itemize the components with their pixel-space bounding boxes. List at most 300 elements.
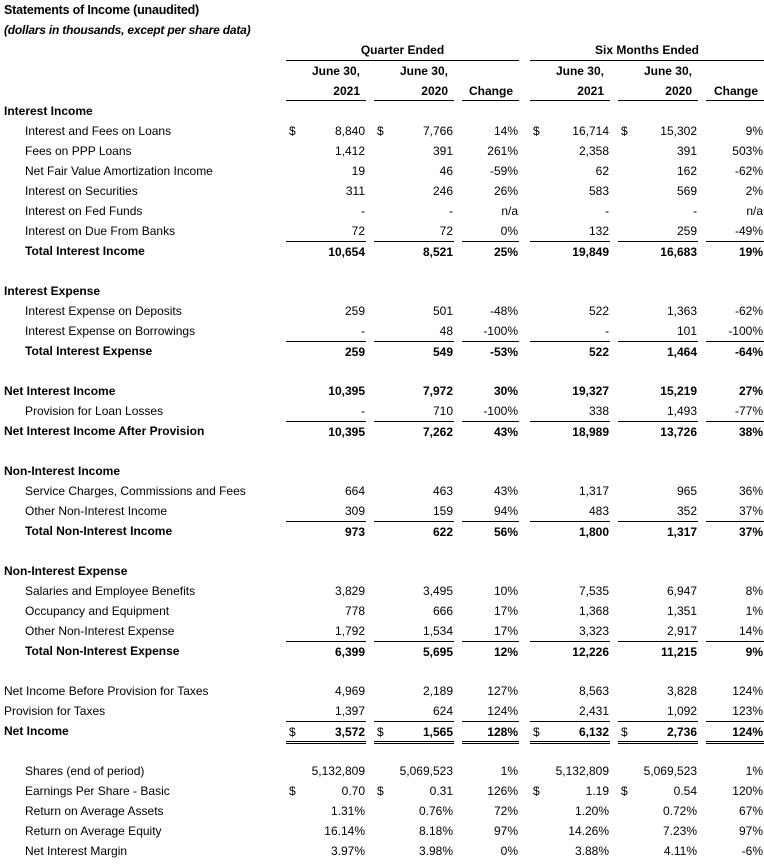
cell-value: 1,534	[422, 624, 453, 638]
table-cell	[706, 481, 764, 500]
table-cell	[286, 821, 366, 840]
table-cell	[286, 141, 366, 160]
table-cell	[706, 221, 764, 240]
table-row	[0, 761, 764, 781]
column-header-bottom-4: 2020	[618, 84, 698, 101]
table-cell	[706, 341, 764, 361]
table-cell	[706, 381, 764, 400]
cell-value: 15,302	[660, 124, 697, 138]
row-label: Total Interest Expense	[25, 344, 153, 358]
table-cell	[530, 201, 610, 220]
spacer-row	[0, 261, 764, 281]
table-cell	[618, 301, 698, 320]
table-cell	[530, 641, 610, 661]
table-cell	[462, 841, 519, 860]
cell-value: 5,132,809	[311, 764, 365, 778]
table-row	[0, 581, 764, 601]
table-cell	[530, 321, 610, 340]
cell-value: 38%	[738, 425, 763, 439]
currency-symbol: $	[289, 725, 296, 739]
table-cell	[462, 421, 519, 441]
table-cell	[530, 581, 610, 600]
table-cell	[530, 381, 610, 400]
row-label: Non-Interest Expense	[4, 564, 128, 578]
cell-value: 72	[351, 224, 365, 238]
cell-value: -53%	[489, 345, 518, 359]
table-cell	[374, 241, 454, 261]
cell-value: 1%	[745, 764, 763, 778]
currency-symbol: $	[533, 784, 540, 798]
cell-value: 1,464	[666, 345, 697, 359]
table-cell	[374, 521, 454, 541]
cell-value: 12,226	[572, 645, 609, 659]
spacer-row	[0, 541, 764, 561]
table-cell	[706, 181, 764, 200]
table-cell	[462, 161, 519, 180]
table-cell	[462, 801, 519, 820]
table-cell	[462, 501, 519, 520]
table-cell	[618, 321, 698, 340]
table-row	[0, 141, 764, 161]
cell-value: 1,351	[666, 604, 697, 618]
row-label: Earnings Per Share - Basic	[25, 784, 170, 798]
table-cell	[462, 621, 519, 640]
cell-value: 965	[676, 484, 697, 498]
cell-value: 14%	[738, 624, 763, 638]
cell-value: 16,683	[660, 245, 697, 259]
row-label: Total Non-Interest Expense	[25, 644, 180, 658]
table-cell	[530, 221, 610, 240]
table-row	[0, 121, 764, 141]
cell-value: 19	[351, 164, 365, 178]
table-cell	[462, 701, 519, 720]
table-cell	[530, 341, 610, 361]
table-cell	[462, 521, 519, 541]
cell-value: 8,840	[334, 124, 365, 138]
table-cell	[374, 701, 454, 720]
table-row	[0, 721, 764, 741]
cell-value: -64%	[734, 345, 763, 359]
cell-value: 666	[432, 604, 453, 618]
table-cell	[706, 681, 764, 700]
table-cell	[618, 181, 698, 200]
table-row	[0, 461, 764, 481]
table-row	[0, 181, 764, 201]
table-row	[0, 161, 764, 181]
table-cell	[530, 501, 610, 520]
cell-value: 16,714	[572, 124, 609, 138]
cell-value: -	[361, 404, 365, 418]
table-cell	[706, 141, 764, 160]
quarter-ended-header: Quarter Ended	[286, 43, 519, 61]
table-cell	[286, 781, 366, 800]
table-cell	[618, 341, 698, 361]
row-label: Non-Interest Income	[4, 464, 121, 478]
table-row	[0, 621, 764, 641]
cell-value: 6,132	[578, 725, 609, 739]
cell-value: 46	[439, 164, 453, 178]
cell-value: 624	[432, 704, 453, 718]
cell-value: 18,989	[572, 425, 609, 439]
cell-value: 4,969	[334, 684, 365, 698]
cell-value: 10,395	[328, 425, 365, 439]
table-cell	[462, 181, 519, 200]
table-cell	[462, 601, 519, 620]
row-label: Other Non-Interest Income	[25, 504, 168, 518]
cell-value: 503%	[732, 144, 763, 158]
cell-value: 973	[344, 525, 365, 539]
cell-value: 19%	[738, 245, 763, 259]
cell-value: -77%	[734, 404, 763, 418]
cell-value: 97%	[493, 824, 518, 838]
table-cell	[374, 381, 454, 400]
row-label: Net Interest Income After Provision	[4, 424, 205, 438]
table-cell	[618, 681, 698, 700]
cell-value: -59%	[489, 164, 518, 178]
statement-subtitle: (dollars in thousands, except per share data)	[4, 23, 251, 37]
cell-value: n/a	[501, 204, 518, 218]
cell-value: 3,323	[578, 624, 609, 638]
column-header-top-0: June 30,	[311, 64, 360, 78]
cell-value: 15,219	[660, 384, 697, 398]
cell-value: 5,069,523	[399, 764, 453, 778]
table-row	[0, 241, 764, 261]
table-cell	[706, 621, 764, 640]
table-cell	[706, 581, 764, 600]
cell-value: 43%	[493, 425, 518, 439]
cell-value: 259	[344, 345, 365, 359]
cell-value: 14.26%	[568, 824, 609, 838]
table-cell	[374, 201, 454, 220]
row-label: Other Non-Interest Expense	[25, 624, 175, 638]
table-cell	[374, 801, 454, 820]
table-cell	[374, 841, 454, 860]
cell-value: 30%	[493, 384, 518, 398]
table-row	[0, 801, 764, 821]
cell-value: 94%	[493, 504, 518, 518]
column-header-top-5	[706, 64, 764, 80]
cell-value: 5,069,523	[643, 764, 697, 778]
cell-value: 7,262	[422, 425, 453, 439]
table-cell	[374, 681, 454, 700]
row-label: Interest on Due From Banks	[25, 224, 176, 238]
spacer-row	[0, 661, 764, 681]
currency-symbol: $	[377, 124, 384, 138]
cell-value: 56%	[493, 525, 518, 539]
table-cell	[374, 321, 454, 340]
row-label: Provision for Taxes	[4, 704, 106, 718]
cell-value: -	[605, 324, 609, 338]
table-row	[0, 301, 764, 321]
table-cell	[618, 401, 698, 420]
cell-value: 1%	[745, 604, 763, 618]
cell-value: 26%	[493, 184, 518, 198]
row-label: Interest on Fed Funds	[25, 204, 143, 218]
statement-title: Statements of Income (unaudited)	[4, 3, 200, 17]
table-cell	[286, 501, 366, 520]
table-cell	[706, 321, 764, 340]
table-cell	[530, 481, 610, 500]
table-cell	[706, 781, 764, 800]
table-cell	[462, 581, 519, 600]
table-cell	[374, 601, 454, 620]
cell-value: 19,327	[572, 384, 609, 398]
cell-value: 3.88%	[574, 844, 609, 858]
table-cell	[618, 381, 698, 400]
cell-value: 37%	[738, 525, 763, 539]
cell-value: 246	[432, 184, 453, 198]
table-cell	[530, 761, 610, 780]
row-label: Shares (end of period)	[25, 764, 145, 778]
row-label: Interest Income	[4, 104, 93, 118]
row-label: Total Non-Interest Income	[25, 524, 173, 538]
table-cell	[286, 841, 366, 860]
currency-symbol: $	[377, 784, 384, 798]
cell-value: 0.70	[341, 784, 365, 798]
table-cell	[286, 701, 366, 720]
table-cell	[286, 341, 366, 361]
table-cell	[530, 801, 610, 820]
table-row	[0, 401, 764, 421]
row-label: Net Fair Value Amortization Income	[25, 164, 213, 178]
cell-value: 43%	[493, 484, 518, 498]
cell-value: 6,947	[666, 584, 697, 598]
cell-value: 501	[432, 304, 453, 318]
table-row	[0, 201, 764, 221]
row-label: Net Income Before Provision for Taxes	[4, 684, 209, 698]
table-cell	[374, 581, 454, 600]
table-cell	[286, 181, 366, 200]
cell-value: 1.31%	[330, 804, 365, 818]
currency-symbol: $	[533, 124, 540, 138]
table-cell	[618, 521, 698, 541]
table-row	[0, 521, 764, 541]
row-label: Interest Expense on Deposits	[25, 304, 182, 318]
table-cell	[530, 161, 610, 180]
cell-value: 12%	[493, 645, 518, 659]
cell-value: 8%	[745, 584, 763, 598]
cell-value: 569	[676, 184, 697, 198]
cell-value: 3,495	[422, 584, 453, 598]
table-cell	[706, 701, 764, 720]
cell-value: 1,363	[666, 304, 697, 318]
table-cell	[618, 221, 698, 240]
cell-value: 120%	[732, 784, 763, 798]
cell-value: 522	[588, 345, 609, 359]
table-cell	[286, 221, 366, 240]
table-row	[0, 701, 764, 721]
cell-value: 0.54	[673, 784, 697, 798]
cell-value: 261%	[487, 144, 518, 158]
spacer-row	[0, 441, 764, 461]
table-row	[0, 561, 764, 581]
column-header-bottom-3: 2021	[530, 84, 610, 101]
column-header-bottom-1: 2020	[374, 84, 454, 101]
cell-value: 6,399	[334, 645, 365, 659]
cell-value: 132	[588, 224, 609, 238]
table-cell	[462, 341, 519, 361]
table-cell	[286, 801, 366, 820]
table-cell	[618, 241, 698, 261]
cell-value: -49%	[734, 224, 763, 238]
table-cell	[618, 481, 698, 500]
table-cell	[618, 621, 698, 640]
table-cell	[462, 301, 519, 320]
cell-value: 1,317	[578, 484, 609, 498]
cell-value: -	[449, 204, 453, 218]
table-cell	[462, 401, 519, 420]
cell-value: -62%	[734, 164, 763, 178]
cell-value: 8,563	[578, 684, 609, 698]
row-label: Net Income	[4, 724, 69, 738]
table-cell	[706, 241, 764, 261]
table-cell	[286, 421, 366, 441]
table-cell	[286, 601, 366, 620]
table-cell	[374, 781, 454, 800]
cell-value: 10,395	[328, 384, 365, 398]
cell-value: 522	[588, 304, 609, 318]
spacer-row	[0, 361, 764, 381]
cell-value: 7.23%	[662, 824, 697, 838]
cell-value: -	[361, 324, 365, 338]
table-cell	[618, 121, 698, 140]
cell-value: 710	[432, 404, 453, 418]
table-cell	[462, 381, 519, 400]
cell-value: 13,726	[660, 425, 697, 439]
six-months-ended-header: Six Months Ended	[530, 43, 764, 61]
table-row	[0, 501, 764, 521]
cell-value: -100%	[728, 324, 763, 338]
cell-value: 36%	[738, 484, 763, 498]
cell-value: 124%	[732, 725, 763, 739]
table-cell	[286, 401, 366, 420]
table-cell	[530, 681, 610, 700]
cell-value: 3,829	[334, 584, 365, 598]
cell-value: -48%	[489, 304, 518, 318]
table-cell	[530, 841, 610, 860]
table-cell	[286, 761, 366, 780]
table-cell	[286, 581, 366, 600]
row-label: Service Charges, Commissions and Fees	[25, 484, 246, 498]
row-label: Occupancy and Equipment	[25, 604, 170, 618]
row-label: Interest Expense	[4, 284, 101, 298]
table-cell	[618, 601, 698, 620]
table-cell	[618, 841, 698, 860]
table-cell	[286, 241, 366, 261]
table-row	[0, 601, 764, 621]
cell-value: 2,189	[422, 684, 453, 698]
table-cell	[618, 821, 698, 840]
cell-value: 124%	[487, 704, 518, 718]
cell-value: 778	[344, 604, 365, 618]
cell-value: -	[361, 204, 365, 218]
cell-value: 664	[344, 484, 365, 498]
table-cell	[618, 761, 698, 780]
table-row	[0, 221, 764, 241]
row-label: Provision for Loan Losses	[25, 404, 164, 418]
table-cell	[530, 521, 610, 541]
table-row	[0, 841, 764, 861]
table-cell	[706, 421, 764, 441]
cell-value: 48	[439, 324, 453, 338]
table-cell	[706, 821, 764, 840]
cell-value: 5,132,809	[555, 764, 609, 778]
table-cell	[462, 201, 519, 220]
currency-symbol: $	[621, 725, 628, 739]
column-header-bottom-2: Change	[462, 84, 519, 101]
table-cell	[530, 421, 610, 441]
column-header-bottom-5: Change	[706, 84, 764, 101]
currency-symbol: $	[533, 725, 540, 739]
column-header-top-3: June 30,	[555, 64, 604, 78]
table-row	[0, 781, 764, 801]
column-header-top-2	[462, 64, 519, 80]
row-label: Total Interest Income	[25, 244, 145, 258]
cell-value: 1,565	[422, 725, 453, 739]
cell-value: n/a	[746, 204, 763, 218]
table-row	[0, 381, 764, 401]
table-cell	[462, 321, 519, 340]
cell-value: 127%	[487, 684, 518, 698]
row-label: Interest and Fees on Loans	[25, 124, 172, 138]
cell-value: 14%	[493, 124, 518, 138]
table-cell	[530, 241, 610, 261]
table-cell	[706, 641, 764, 661]
cell-value: 0%	[500, 844, 518, 858]
cell-value: 17%	[493, 604, 518, 618]
cell-value: 2,431	[578, 704, 609, 718]
table-cell	[706, 521, 764, 541]
table-cell	[374, 221, 454, 240]
row-label: Net Interest Income	[4, 384, 116, 398]
row-label: Return on Average Equity	[25, 824, 162, 838]
table-cell	[374, 481, 454, 500]
table-cell	[618, 701, 698, 720]
table-cell	[706, 161, 764, 180]
table-cell	[374, 121, 454, 140]
cell-value: 9%	[745, 124, 763, 138]
table-row	[0, 681, 764, 701]
table-cell	[530, 781, 610, 800]
table-cell	[530, 821, 610, 840]
table-cell	[618, 161, 698, 180]
table-cell	[462, 781, 519, 800]
spacer-row	[0, 741, 764, 761]
table-row	[0, 421, 764, 441]
cell-value: 391	[432, 144, 453, 158]
table-cell	[462, 141, 519, 160]
cell-value: 391	[676, 144, 697, 158]
cell-value: 2,736	[666, 725, 697, 739]
cell-value: 0.76%	[418, 804, 453, 818]
cell-value: -100%	[483, 404, 518, 418]
table-row	[0, 281, 764, 301]
row-label: Net Interest Margin	[25, 844, 128, 858]
cell-value: 67%	[738, 804, 763, 818]
table-cell	[374, 761, 454, 780]
table-cell	[462, 681, 519, 700]
table-cell	[706, 501, 764, 520]
table-cell	[286, 161, 366, 180]
cell-value: 3,828	[666, 684, 697, 698]
currency-symbol: $	[377, 725, 384, 739]
cell-value: 1,397	[334, 704, 365, 718]
cell-value: 4.11%	[663, 844, 697, 858]
table-cell	[618, 501, 698, 520]
currency-symbol: $	[289, 784, 296, 798]
table-cell	[286, 481, 366, 500]
cell-value: 1,368	[578, 604, 609, 618]
